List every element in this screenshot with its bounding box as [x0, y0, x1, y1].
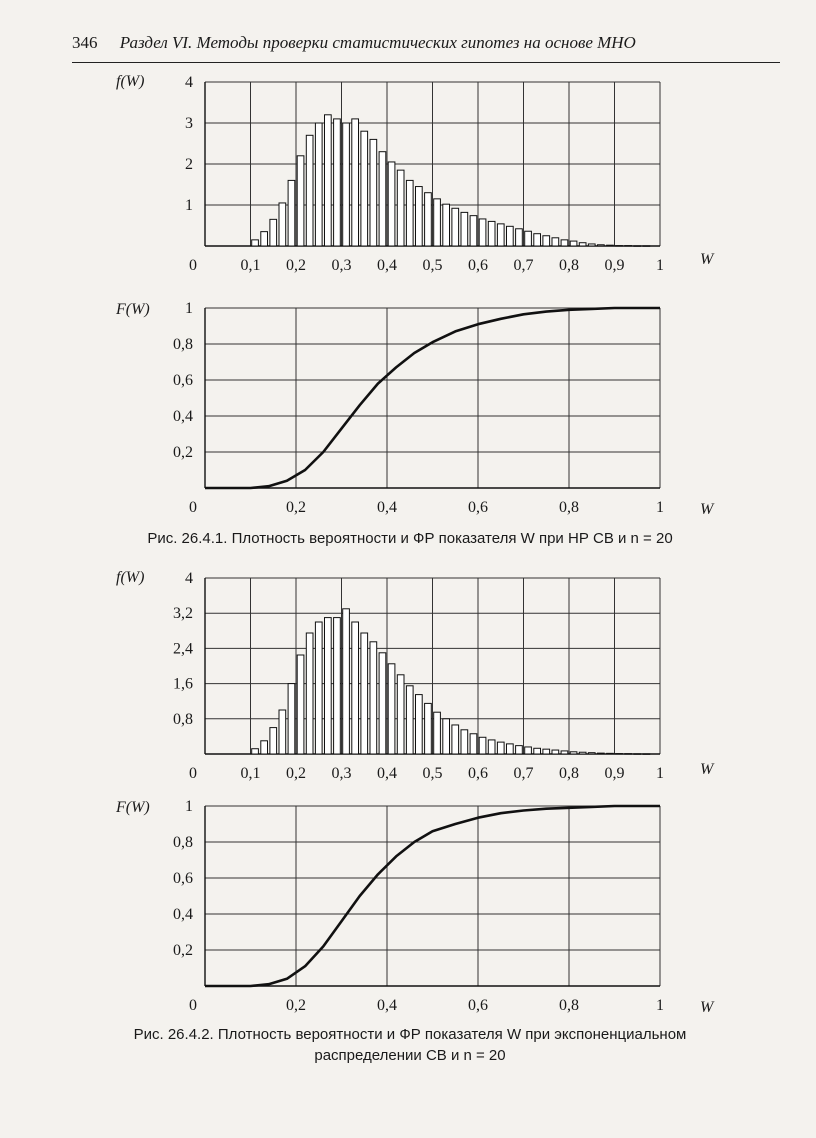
chart-3-bar-34 [561, 751, 568, 754]
page-header [72, 28, 772, 58]
chart-2-x-tick-label-3: 0,6 [468, 499, 488, 516]
chart-2-x-tick-label-0: 0 [189, 499, 197, 516]
chart-1-bar-14 [379, 152, 386, 246]
chart-1-bar-8 [325, 115, 332, 246]
chart-3-bar-16 [397, 675, 404, 754]
chart-3-bar-12 [361, 633, 368, 754]
chart-1-bar-1 [261, 232, 268, 246]
chart-1-y-tick-label-3: 4 [185, 74, 193, 91]
chart-3-bar-24 [470, 734, 477, 754]
chart-1-y-tick-label-0: 1 [185, 197, 193, 214]
chart-1-bar-22 [452, 208, 459, 246]
chart-1-bar-5 [297, 156, 304, 246]
chart-1-bar-27 [497, 224, 504, 246]
chart-3-y-tick-label-1: 1,6 [173, 675, 193, 693]
chart-3-x-tick-label-3: 0,3 [331, 765, 352, 782]
chart-fig2-density [0, 566, 816, 780]
chart-4-x-tick-label-4: 0,8 [559, 997, 579, 1014]
chart-2-y-axis-label: F(W) [116, 301, 150, 318]
chart-1-bar-3 [279, 203, 286, 246]
chart-1-bar-11 [352, 119, 359, 246]
chart-3-bar-43 [643, 754, 650, 755]
chart-1-bar-7 [315, 123, 322, 246]
page-number: 346 [72, 33, 98, 52]
chart-3-bar-18 [416, 695, 423, 754]
chart-2-y-tick-label-0: 0,2 [173, 444, 193, 461]
chart-3-bar-37 [588, 753, 595, 754]
header-rule [72, 62, 780, 63]
chart-3-bar-9 [334, 618, 341, 754]
chart-3-bar-32 [543, 749, 550, 754]
chart-3-bar-8 [325, 618, 332, 754]
chart-3-x-tick-label-7: 0,7 [513, 765, 534, 782]
chart-1-bar-39 [607, 245, 614, 246]
chart-3-bar-28 [507, 744, 514, 754]
chart-3-bar-1 [261, 741, 268, 754]
chart-1-x-tick-label-4: 0,4 [377, 257, 397, 274]
chart-2-cdf-line [205, 308, 660, 488]
chart-1-bar-2 [270, 219, 277, 246]
chart-3-bar-40 [616, 754, 623, 755]
chart-3-x-tick-label-1: 0,1 [240, 765, 261, 782]
chart-3-y-tick-label-2: 2,4 [173, 640, 193, 658]
chart-1-bar-37 [588, 244, 595, 246]
chart-1-bar-4 [288, 180, 295, 246]
chart-3-bar-23 [461, 730, 468, 754]
chart-3-bar-3 [279, 710, 286, 754]
chart-1-x-tick-label-2: 0,2 [286, 257, 306, 274]
chart-1-bar-42 [634, 246, 641, 247]
chart-3-x-axis-label: W [700, 761, 714, 778]
chart-3-bar-6 [306, 633, 313, 754]
chart-1-bar-33 [552, 238, 559, 246]
chart-2-y-tick-label-1: 0,4 [173, 408, 193, 425]
chart-3-bar-0 [252, 749, 259, 754]
chart-1-x-tick-label-8: 0,8 [559, 257, 579, 274]
chart-3-bar-19 [425, 703, 432, 754]
chart-1-bar-16 [397, 170, 404, 246]
chart-1-x-tick-label-3: 0,3 [331, 257, 352, 274]
chart-4-x-tick-label-1: 0,2 [286, 997, 306, 1014]
chart-3-x-tick-label-8: 0,8 [559, 765, 579, 782]
chart-1-bar-9 [334, 119, 341, 246]
chart-1-bar-36 [579, 243, 586, 246]
figure-caption-1: Рис. 26.4.1. Плотность вероятности и ФР показателя W при НР СВ и n = 20 [147, 530, 673, 547]
chart-4-x-tick-label-3: 0,6 [468, 997, 488, 1014]
chart-1-bar-34 [561, 240, 568, 246]
chart-3-bar-39 [607, 753, 614, 754]
chart-3-bar-14 [379, 653, 386, 754]
chart-1-bar-35 [570, 241, 577, 246]
chart-2-x-tick-label-4: 0,8 [559, 499, 579, 516]
chart-3-bar-41 [625, 754, 632, 755]
chart-3-bar-42 [634, 754, 641, 755]
chart-1-bar-32 [543, 236, 550, 246]
chart-3-bar-4 [288, 684, 295, 754]
chart-3-bar-5 [297, 655, 304, 754]
chart-3-bar-26 [488, 740, 495, 754]
chart-1-bar-38 [598, 245, 605, 246]
chart-3-y-tick-label-0: 0,8 [173, 710, 193, 728]
chart-3-bar-30 [525, 747, 532, 754]
chart-1-x-tick-label-7: 0,7 [513, 257, 534, 274]
chart-fig1-cdf [0, 290, 816, 522]
chart-1-x-tick-label-1: 0,1 [240, 257, 261, 274]
chart-3-x-tick-label-4: 0,4 [377, 765, 397, 782]
chart-1-bar-43 [643, 246, 650, 247]
chart-4-x-tick-label-0: 0 [189, 997, 197, 1014]
chart-1-bar-24 [470, 216, 477, 246]
chart-1-bar-23 [461, 212, 468, 246]
chart-4-y-tick-label-0: 0,2 [173, 942, 193, 959]
chart-1-bar-6 [306, 135, 313, 246]
chart-2-y-tick-label-3: 0,8 [173, 336, 193, 353]
chart-1-bar-12 [361, 131, 368, 246]
chart-4-x-axis-label: W [700, 999, 714, 1016]
chart-2-x-tick-label-2: 0,4 [377, 499, 397, 516]
chart-1-bar-28 [507, 226, 514, 246]
chart-1-bar-25 [479, 219, 486, 246]
chart-1-bar-30 [525, 231, 532, 246]
chart-1-x-tick-label-6: 0,6 [468, 257, 488, 274]
chart-3-bar-35 [570, 752, 577, 754]
chart-2-x-tick-label-5: 1 [656, 499, 664, 516]
chart-3-bar-15 [388, 664, 395, 754]
chart-4-x-tick-label-5: 1 [656, 997, 664, 1014]
chart-1-bar-29 [516, 229, 523, 246]
chart-1-bar-31 [534, 234, 541, 246]
chart-2-x-axis-label: W [700, 501, 714, 518]
chart-1-bar-15 [388, 162, 395, 246]
chart-1-bar-19 [425, 193, 432, 246]
chart-fig1-density [0, 70, 816, 274]
chart-1-y-axis-label: f(W) [116, 73, 145, 90]
figure-caption-2-line-1: Рис. 26.4.2. Плотность вероятности и ФР показателя W при экспоненциальном [133, 1026, 687, 1043]
chart-3-bar-21 [443, 719, 450, 754]
chart-1-bar-10 [343, 123, 350, 246]
chart-1-bar-40 [616, 246, 623, 247]
chart-1-bar-13 [370, 139, 377, 246]
chart-2-y-tick-label-2: 0,6 [173, 372, 193, 389]
chart-3-y-tick-label-4: 4 [185, 570, 193, 587]
chart-4-y-axis-label: F(W) [116, 799, 150, 816]
chart-4-y-tick-label-4: 1 [185, 798, 193, 815]
chart-3-bar-31 [534, 748, 541, 754]
chart-1-bar-26 [488, 221, 495, 246]
chart-3-bar-33 [552, 750, 559, 754]
chart-3-bar-10 [343, 609, 350, 754]
chart-3-bar-17 [406, 686, 413, 754]
chart-3-bar-7 [315, 622, 322, 754]
chart-1-bar-18 [416, 187, 423, 246]
chart-1-bar-0 [252, 240, 259, 246]
chart-1-bar-41 [625, 246, 632, 247]
chart-3-bar-25 [479, 737, 486, 754]
chart-3-bar-11 [352, 622, 359, 754]
chart-1-bar-17 [406, 180, 413, 246]
chart-3-x-tick-label-10: 1 [656, 765, 664, 782]
chart-1-y-tick-label-1: 2 [185, 156, 193, 173]
section-title: Раздел VI. Методы проверки статистических гипотез на основе МНО [119, 33, 636, 52]
chart-1-x-tick-label-10: 1 [656, 257, 664, 274]
chart-1-bar-20 [434, 199, 441, 246]
chart-4-y-tick-label-2: 0,6 [173, 870, 193, 887]
chart-4-cdf-line [205, 806, 660, 986]
chart-2-y-tick-label-4: 1 [185, 300, 193, 317]
chart-1-x-tick-label-9: 0,9 [604, 257, 625, 274]
chart-3-bar-27 [497, 742, 504, 754]
chart-3-x-tick-label-5: 0,5 [422, 765, 443, 782]
chart-3-bar-29 [516, 746, 523, 754]
chart-3-bar-22 [452, 725, 459, 754]
chart-3-bar-38 [598, 753, 605, 754]
chart-3-y-tick-label-3: 3,2 [173, 605, 193, 623]
chart-3-x-tick-label-0: 0 [189, 765, 197, 782]
chart-1-x-tick-label-5: 0,5 [422, 257, 443, 274]
chart-3-bar-13 [370, 642, 377, 754]
chart-3-bar-20 [434, 712, 441, 754]
chart-4-x-tick-label-2: 0,4 [377, 997, 397, 1014]
figure-caption-2-line-2: распределении СВ и n = 20 [314, 1047, 506, 1064]
chart-3-x-tick-label-6: 0,6 [468, 765, 488, 782]
chart-3-x-tick-label-9: 0,9 [604, 765, 625, 782]
chart-4-y-tick-label-1: 0,4 [173, 906, 193, 923]
chart-1-y-tick-label-2: 3 [185, 115, 193, 132]
chart-3-x-tick-label-2: 0,2 [286, 765, 306, 782]
chart-1-bar-21 [443, 204, 450, 246]
chart-1-x-tick-label-0: 0 [189, 257, 197, 274]
chart-3-bar-36 [579, 752, 586, 754]
chart-4-y-tick-label-3: 0,8 [173, 834, 193, 851]
chart-fig2-cdf [0, 788, 816, 1020]
chart-3-y-axis-label: f(W) [116, 569, 145, 586]
chart-3-bar-2 [270, 728, 277, 754]
chart-2-x-tick-label-1: 0,2 [286, 499, 306, 516]
chart-1-x-axis-label: W [700, 251, 714, 268]
